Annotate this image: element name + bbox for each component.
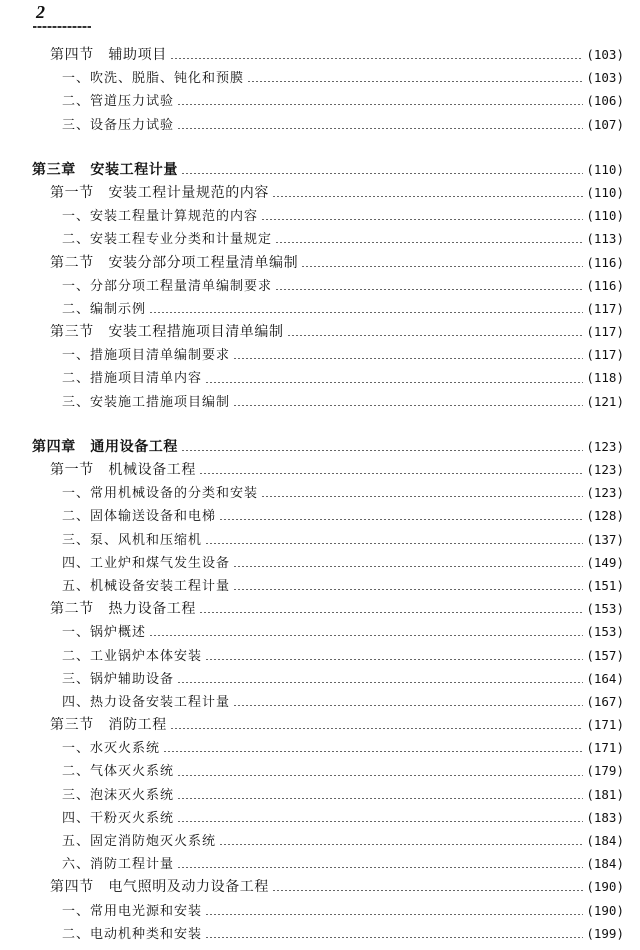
toc-entry-title: 三、锅炉辅助设备 [62, 671, 175, 687]
dot-leader [233, 358, 583, 359]
toc-entry-page: (113) [586, 231, 624, 247]
toc-entry-title: 四、热力设备安装工程计量 [62, 694, 231, 710]
toc-section-entry [0, 252, 640, 275]
toc-section-entry [0, 459, 640, 482]
toc-subsection-entry [0, 114, 640, 137]
toc-entry-page: (117) [586, 324, 624, 340]
dot-leader [177, 867, 583, 868]
toc-entry-title: 二、固体输送设备和电梯 [62, 509, 217, 525]
toc-entry-title: 第一节 安装工程计量规范的内容 [50, 184, 269, 201]
toc-subsection-entry [0, 367, 640, 390]
toc-subsection-entry [0, 228, 640, 251]
toc-subsection-entry [0, 529, 640, 552]
toc-entry-page: (121) [586, 393, 624, 409]
toc-section-entry [0, 876, 640, 899]
toc-entry-title: 第二节 热力设备工程 [50, 601, 196, 618]
toc-entry-title: 第三章 安装工程计量 [32, 161, 178, 178]
toc-entry-page: (123) [586, 485, 624, 501]
toc-entry-page: (110) [586, 208, 624, 224]
toc-subsection-entry [0, 760, 640, 783]
toc-entry-page: (107) [586, 116, 624, 132]
toc-subsection-entry [0, 575, 640, 598]
toc-entry-page: (153) [586, 601, 624, 617]
toc-subsection-entry [0, 645, 640, 668]
toc-entry-page: (123) [586, 438, 624, 454]
dot-leader [199, 473, 583, 474]
dot-leader [272, 890, 583, 891]
toc-subsection-entry [0, 90, 640, 113]
toc-entry-page: (117) [586, 347, 624, 363]
toc-entry-title: 二、气体灭火系统 [62, 764, 175, 780]
toc-subsection-entry [0, 205, 640, 228]
dot-leader [181, 450, 583, 451]
toc-entry-title: 二、电动机种类和安装 [62, 926, 203, 942]
dot-leader [177, 821, 583, 822]
toc-entry-page: (153) [586, 624, 624, 640]
toc-entry-page: (118) [586, 370, 624, 386]
toc-entry-title: 一、分部分项工程量清单编制要求 [62, 278, 273, 294]
toc-subsection-entry [0, 505, 640, 528]
toc-entry-page: (167) [586, 693, 624, 709]
dot-leader [177, 798, 583, 799]
toc-subsection-entry [0, 552, 640, 575]
dot-leader [301, 266, 583, 267]
dot-leader [261, 219, 583, 220]
dot-leader [205, 937, 583, 938]
toc-entry-page: (190) [586, 879, 624, 895]
toc-entry-title: 六、消防工程计量 [62, 857, 175, 873]
toc-entry-title: 一、常用电光源和安装 [62, 903, 203, 919]
toc-entry-title: 第一节 机械设备工程 [50, 462, 196, 478]
toc-subsection-entry [0, 275, 640, 298]
dot-leader [177, 775, 583, 776]
toc-entry-page: (199) [586, 925, 624, 941]
toc-entry-title: 三、泡沫灭火系统 [62, 787, 175, 803]
page-number: 2 [36, 2, 45, 22]
toc-subsection-entry [0, 298, 640, 321]
page-number-rule [33, 26, 91, 28]
toc-subsection-entry [0, 900, 640, 923]
toc-entry-page: (171) [586, 740, 624, 756]
dot-leader [275, 242, 583, 243]
toc-subsection-entry [0, 691, 640, 714]
dot-leader [177, 682, 583, 683]
toc-entry-title: 二、工业锅炉本体安装 [62, 648, 203, 664]
dot-leader [170, 728, 584, 729]
toc-entry-title: 一、常用机械设备的分类和安装 [62, 486, 259, 502]
dot-leader [261, 496, 583, 497]
toc-entry-title: 第三节 安装工程措施项目清单编制 [50, 324, 284, 341]
dot-leader [177, 128, 583, 129]
toc-entry-title: 五、固定消防炮灭火系统 [62, 834, 217, 849]
toc-entry-title: 五、机械设备安装工程计量 [62, 578, 231, 594]
toc-entry-title: 一、吹洗、脱脂、钝化和预膜 [62, 71, 245, 87]
toc-entry-page: (128) [586, 508, 624, 524]
toc-subsection-entry [0, 391, 640, 414]
toc-subsection-entry [0, 621, 640, 644]
toc-entry-title: 一、锅炉概述 [62, 625, 147, 641]
dot-leader [272, 196, 583, 197]
toc-entry-title: 三、设备压力试验 [62, 117, 175, 133]
toc-entry-page: (110) [586, 184, 624, 200]
toc-subsection-entry [0, 737, 640, 760]
toc-section-entry [0, 714, 640, 737]
toc-chapter-entry [0, 436, 640, 459]
toc-entry-page: (137) [586, 531, 624, 547]
toc-subsection-entry [0, 807, 640, 830]
dot-leader [170, 58, 584, 59]
toc-entry-title: 四、干粉灭火系统 [62, 810, 175, 826]
toc-entry-title: 第三节 消防工程 [50, 717, 167, 734]
toc-entry-page: (117) [586, 300, 624, 316]
dot-leader [149, 312, 583, 313]
toc-chapter-entry [0, 159, 640, 182]
toc-entry-page: (110) [586, 161, 624, 177]
toc-entry-page: (103) [586, 70, 624, 86]
toc-subsection-entry [0, 67, 640, 90]
toc-entry-title: 二、编制示例 [62, 301, 147, 317]
dot-leader [219, 844, 583, 845]
toc-entry-page: (151) [586, 577, 624, 593]
toc-entry-page: (116) [586, 254, 624, 270]
toc-section-entry [0, 321, 640, 344]
toc-entry-page: (190) [586, 902, 624, 918]
dot-leader [287, 335, 584, 336]
toc-entry-title: 二、管道压力试验 [62, 94, 175, 110]
toc-entry-page: (179) [586, 763, 624, 779]
toc-entry-page: (116) [586, 277, 624, 293]
dot-leader [205, 914, 583, 915]
dot-leader [181, 173, 583, 174]
dot-leader [275, 289, 583, 290]
toc-entry-title: 二、安装工程专业分类和计量规定 [62, 232, 273, 248]
toc-entry-page: (171) [586, 717, 624, 733]
dot-leader [163, 751, 583, 752]
dot-leader [149, 635, 583, 636]
dot-leader [205, 543, 583, 544]
toc-entry-page: (164) [586, 670, 624, 686]
toc-subsection-entry [0, 830, 640, 853]
toc-entry-title: 一、安装工程量计算规范的内容 [62, 209, 259, 225]
toc-entry-page: (106) [586, 93, 624, 109]
dot-leader [205, 659, 583, 660]
toc-entry-title: 四、工业炉和煤气发生设备 [62, 555, 231, 571]
toc-entry-title: 三、泵、风机和压缩机 [62, 532, 203, 548]
toc-entry-title: 第二节 安装分部分项工程量清单编制 [50, 254, 299, 271]
toc-entry-title: 二、措施项目清单内容 [62, 371, 203, 387]
toc-entry-title: 第四节 电气照明及动力设备工程 [50, 879, 269, 896]
toc-subsection-entry [0, 853, 640, 876]
toc-subsection-entry [0, 482, 640, 505]
toc-entry-page: (103) [586, 47, 624, 62]
toc-subsection-entry [0, 668, 640, 691]
dot-leader [247, 81, 583, 82]
toc-entry-page: (184) [586, 833, 624, 848]
dot-leader [233, 405, 583, 406]
toc-entry-title: 一、水灭火系统 [62, 741, 161, 757]
table-of-contents [0, 44, 640, 946]
toc-entry-page: (123) [586, 462, 624, 477]
toc-entry-page: (157) [586, 647, 624, 663]
toc-entry-title: 三、安装施工措施项目编制 [62, 394, 231, 410]
dot-leader [199, 612, 583, 613]
toc-section-entry [0, 598, 640, 621]
toc-entry-title: 第四章 通用设备工程 [32, 438, 178, 455]
dot-leader [233, 566, 583, 567]
dot-leader [233, 705, 583, 706]
toc-subsection-entry [0, 344, 640, 367]
toc-section-entry [0, 44, 640, 67]
toc-entry-page: (181) [586, 786, 624, 802]
toc-subsection-entry [0, 784, 640, 807]
toc-entry-title: 第四节 辅助项目 [50, 47, 167, 63]
toc-entry-page: (149) [586, 554, 624, 570]
toc-section-entry [0, 182, 640, 205]
dot-leader [205, 382, 583, 383]
dot-leader [233, 589, 583, 590]
dot-leader [219, 519, 583, 520]
toc-entry-page: (184) [586, 856, 624, 872]
toc-subsection-entry [0, 923, 640, 946]
toc-entry-title: 一、措施项目清单编制要求 [62, 348, 231, 364]
toc-entry-page: (183) [586, 809, 624, 825]
dot-leader [177, 104, 583, 105]
